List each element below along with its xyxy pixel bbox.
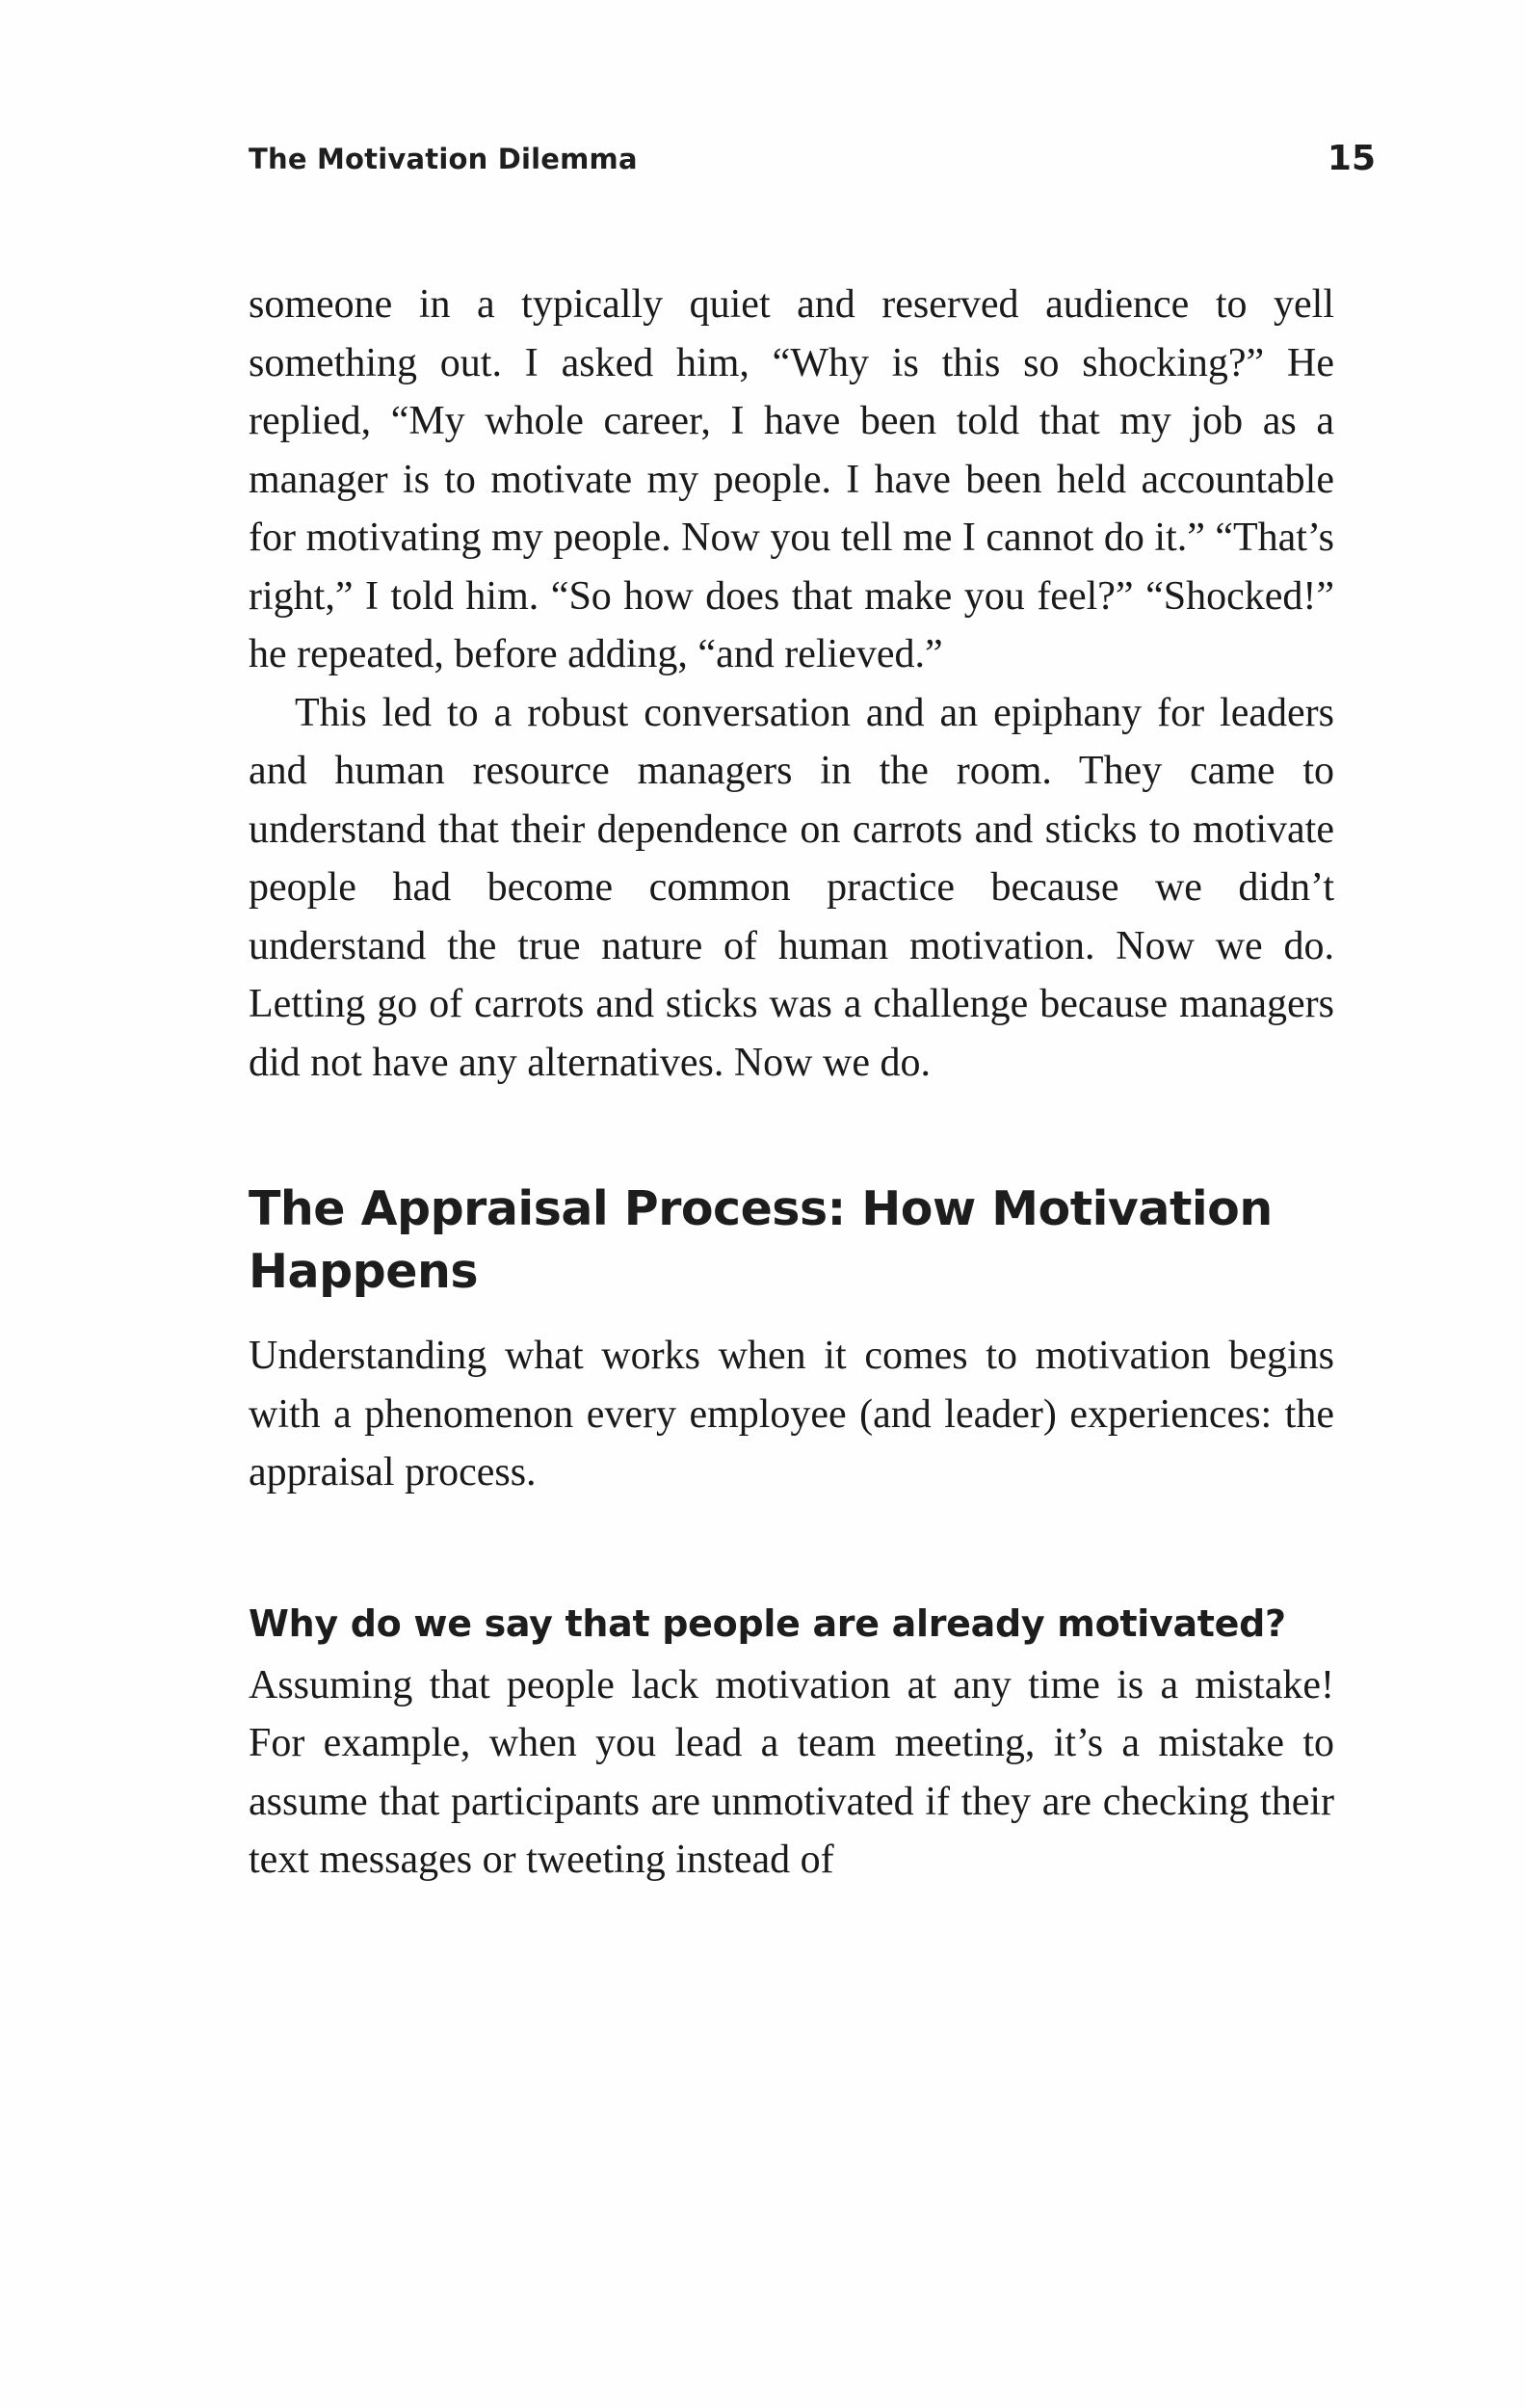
page-number: 15 [1327,139,1376,178]
paragraph-continued: someone in a typically quiet and reserved audience to yell something out. I asked him, “Why is this so shocking?” He replied, “My whole career, I have been told that my job as a manager is to motivate my people. I have been held accountable for motivating my people. Now you tell me I cannot do it.” “That’s right,” I told him. “So how does that make you feel?” “Shocked!” he repeated, before adding, “and relieved.” [249,282,1334,676]
spacer [249,1303,1334,1327]
paragraph-robust-conversation: This led to a robust conversation and an epiphany for leaders and human resource managers in the room. They came to understand that their dependence on carrots and sticks to motivate people had become common practice because we didn’t understand the true nature of human motivation. Now we do. Letting go of carrots and sticks was a challenge because managers did not have any alternatives. Now we do. [249,690,1334,1085]
paragraph-appraisal-intro: Understanding what works when it comes to motivation begins with a phenomenon every employee (and leader) experiences: the appraisal process. [249,1334,1334,1495]
section-heading: The Appraisal Process: How Motivation Happens [249,1181,1273,1299]
spacer [249,1502,1334,1595]
paragraph-already-motivated: Assuming that people lack motivation at any time is a mistake! For example, when you lead a team meeting, it’s a mistake to assume that participants are unmotivated if they are checking their text messages or tweeting instead of [249,1662,1334,1882]
sub-heading: Why do we say that people are already motivated? [249,1601,1286,1645]
spacer [249,1092,1334,1178]
running-head [249,139,1376,187]
running-title: The Motivation Dilemma [249,143,638,175]
page-body [249,276,1334,1890]
